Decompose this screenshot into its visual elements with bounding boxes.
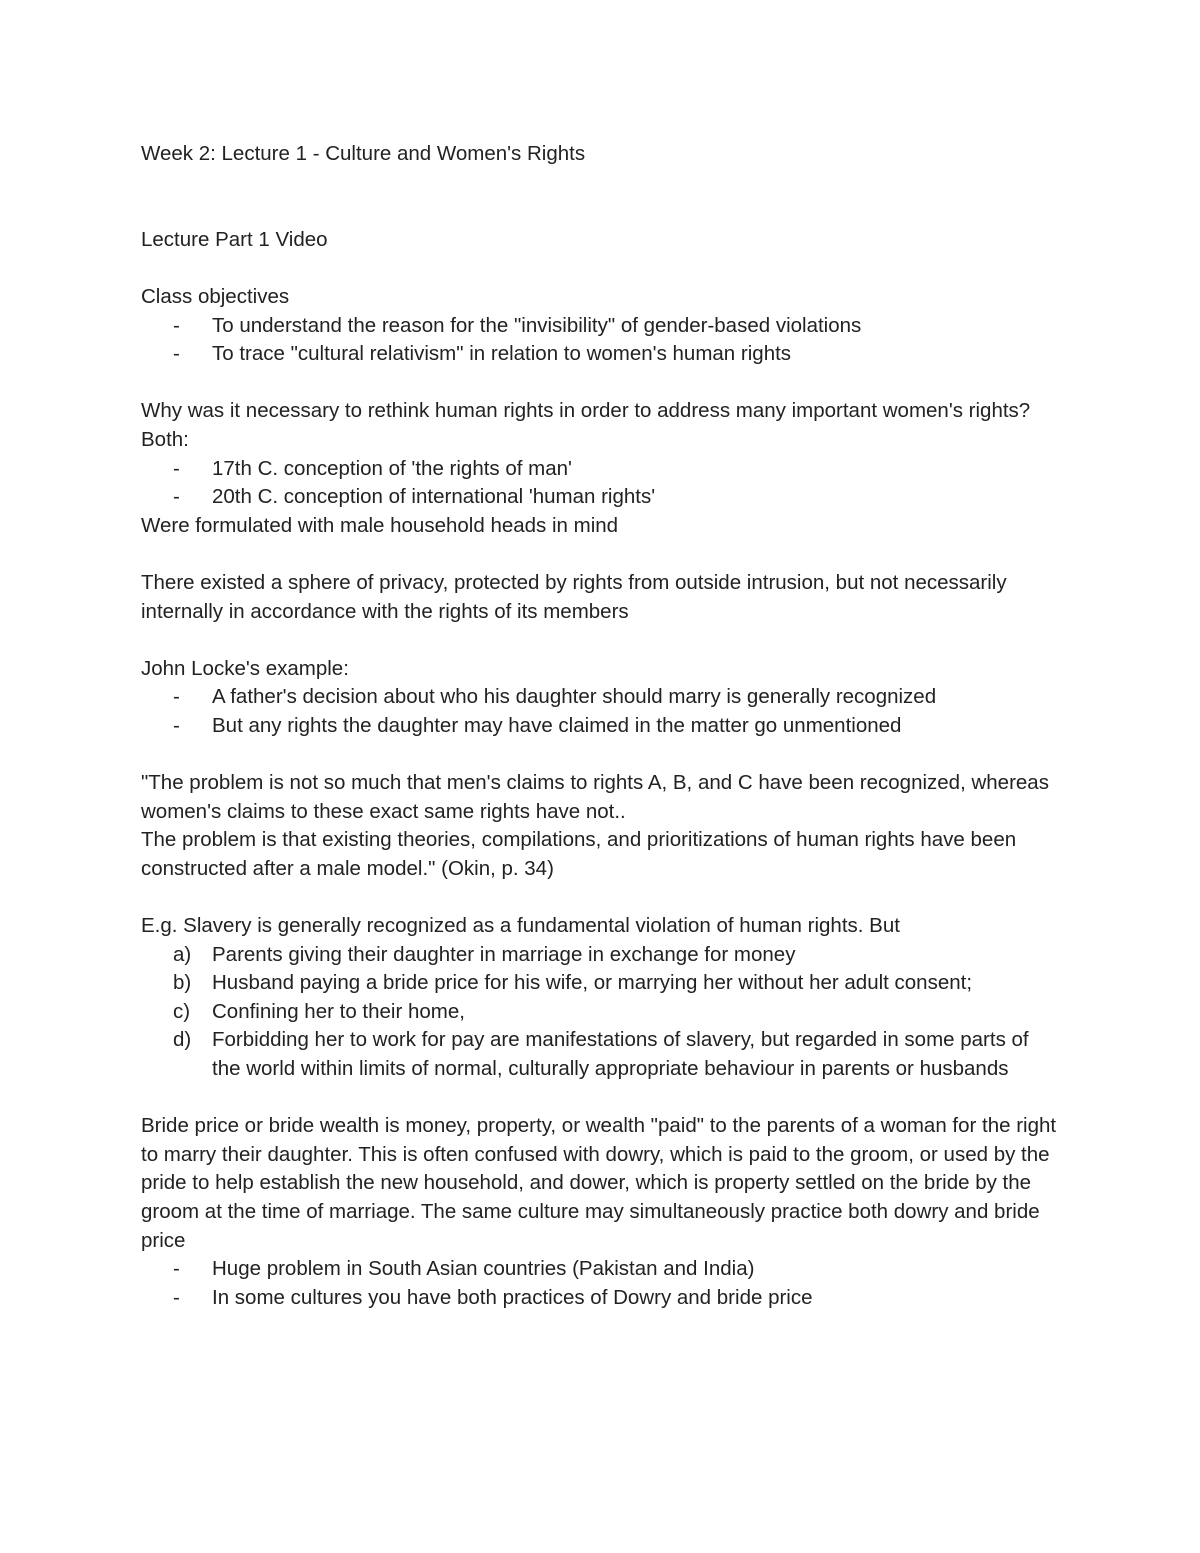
dash-marker: - xyxy=(173,485,180,509)
privacy-paragraph: There existed a sphere of privacy, protected by rights from outside intrusion, but not necessarily internally in accordance with the rights of its members xyxy=(141,570,1007,623)
quote-line-1: "The problem is not so much that men's claims to rights A, B, and C have been recognized, whereas women's claims to these exact same rights have not.. xyxy=(141,771,1049,823)
quote-line-2: The problem is that existing theories, compilations, and prioritizations of human rights have been constructed after a male model." (Okin, p. 34) xyxy=(141,828,1017,880)
objectives-heading: Class objectives xyxy=(141,284,290,308)
section-subtitle: Lecture Part 1 Video xyxy=(141,227,328,251)
list-item: a) Parents giving their daughter in marriage in exchange for money xyxy=(141,941,1061,970)
list-item: - 17th C. conception of 'the rights of man' xyxy=(141,455,1061,484)
locke-heading: John Locke's example: xyxy=(141,656,349,680)
list-item: d) Forbidding her to work for pay are manifestations of slavery, but regarded in some parts of the world within limits of normal, culturally appropriate behaviour in parents or husbands xyxy=(173,1028,1029,1080)
list-item: - To understand the reason for the "invisibility" of gender-based violations xyxy=(141,312,1061,341)
rethink-both: Both: xyxy=(141,427,189,451)
list-item: b) Husband paying a bride price for his wife, or marrying her without her adult consent; xyxy=(141,969,1061,998)
dash-marker: - xyxy=(173,1285,180,1309)
rethink-conclusion: Were formulated with male household heads in mind xyxy=(141,513,619,537)
dash-marker: - xyxy=(173,713,180,737)
page-title: Week 2: Lecture 1 - Culture and Women's Rights xyxy=(141,142,586,165)
list-item: - A father's decision about who his daughter should marry is generally recognized xyxy=(141,683,1061,712)
letter-marker: b) xyxy=(173,971,192,995)
objectives-list xyxy=(141,312,1061,369)
letter-marker: a) xyxy=(173,942,192,966)
rethink-question: Why was it necessary to rethink human rights in order to address many important women's rights? xyxy=(141,399,1031,423)
locke-list xyxy=(141,683,1061,740)
dash-marker: - xyxy=(173,313,180,337)
slavery-list xyxy=(141,941,1061,1084)
letter-marker: c) xyxy=(173,999,191,1023)
list-item: - But any rights the daughter may have claimed in the matter go unmentioned xyxy=(141,712,1061,741)
list-item: - To trace "cultural relativism" in relation to women's human rights xyxy=(141,340,1061,369)
dash-marker: - xyxy=(173,1257,180,1281)
dash-marker: - xyxy=(173,342,180,366)
list-item: - In some cultures you have both practices of Dowry and bride price xyxy=(141,1284,1061,1313)
list-item: c) Confining her to their home, xyxy=(141,998,1061,1027)
document-body xyxy=(141,140,1061,1312)
list-item: - Huge problem in South Asian countries (Pakistan and India) xyxy=(141,1255,1061,1284)
bride-price-paragraph: Bride price or bride wealth is money, property, or wealth "paid" to the parents of a woman for the right to marry their daughter. This is often confused with dowry, which is paid to the groom, or used by the pride to help establish the new household, and dower, which is property settled on the bride by the groom at the time of marriage. The same culture may simultaneously practice both dowry and bride price xyxy=(141,1114,1057,1252)
letter-marker: d) xyxy=(173,1028,192,1052)
slavery-intro: E.g. Slavery is generally recognized as a fundamental violation of human rights. But xyxy=(141,914,900,938)
dash-marker: - xyxy=(173,685,180,709)
list-item: - 20th C. conception of international 'human rights' xyxy=(141,483,1061,512)
rethink-list xyxy=(141,455,1061,512)
dash-marker: - xyxy=(173,456,180,480)
bride-price-list xyxy=(141,1255,1061,1312)
